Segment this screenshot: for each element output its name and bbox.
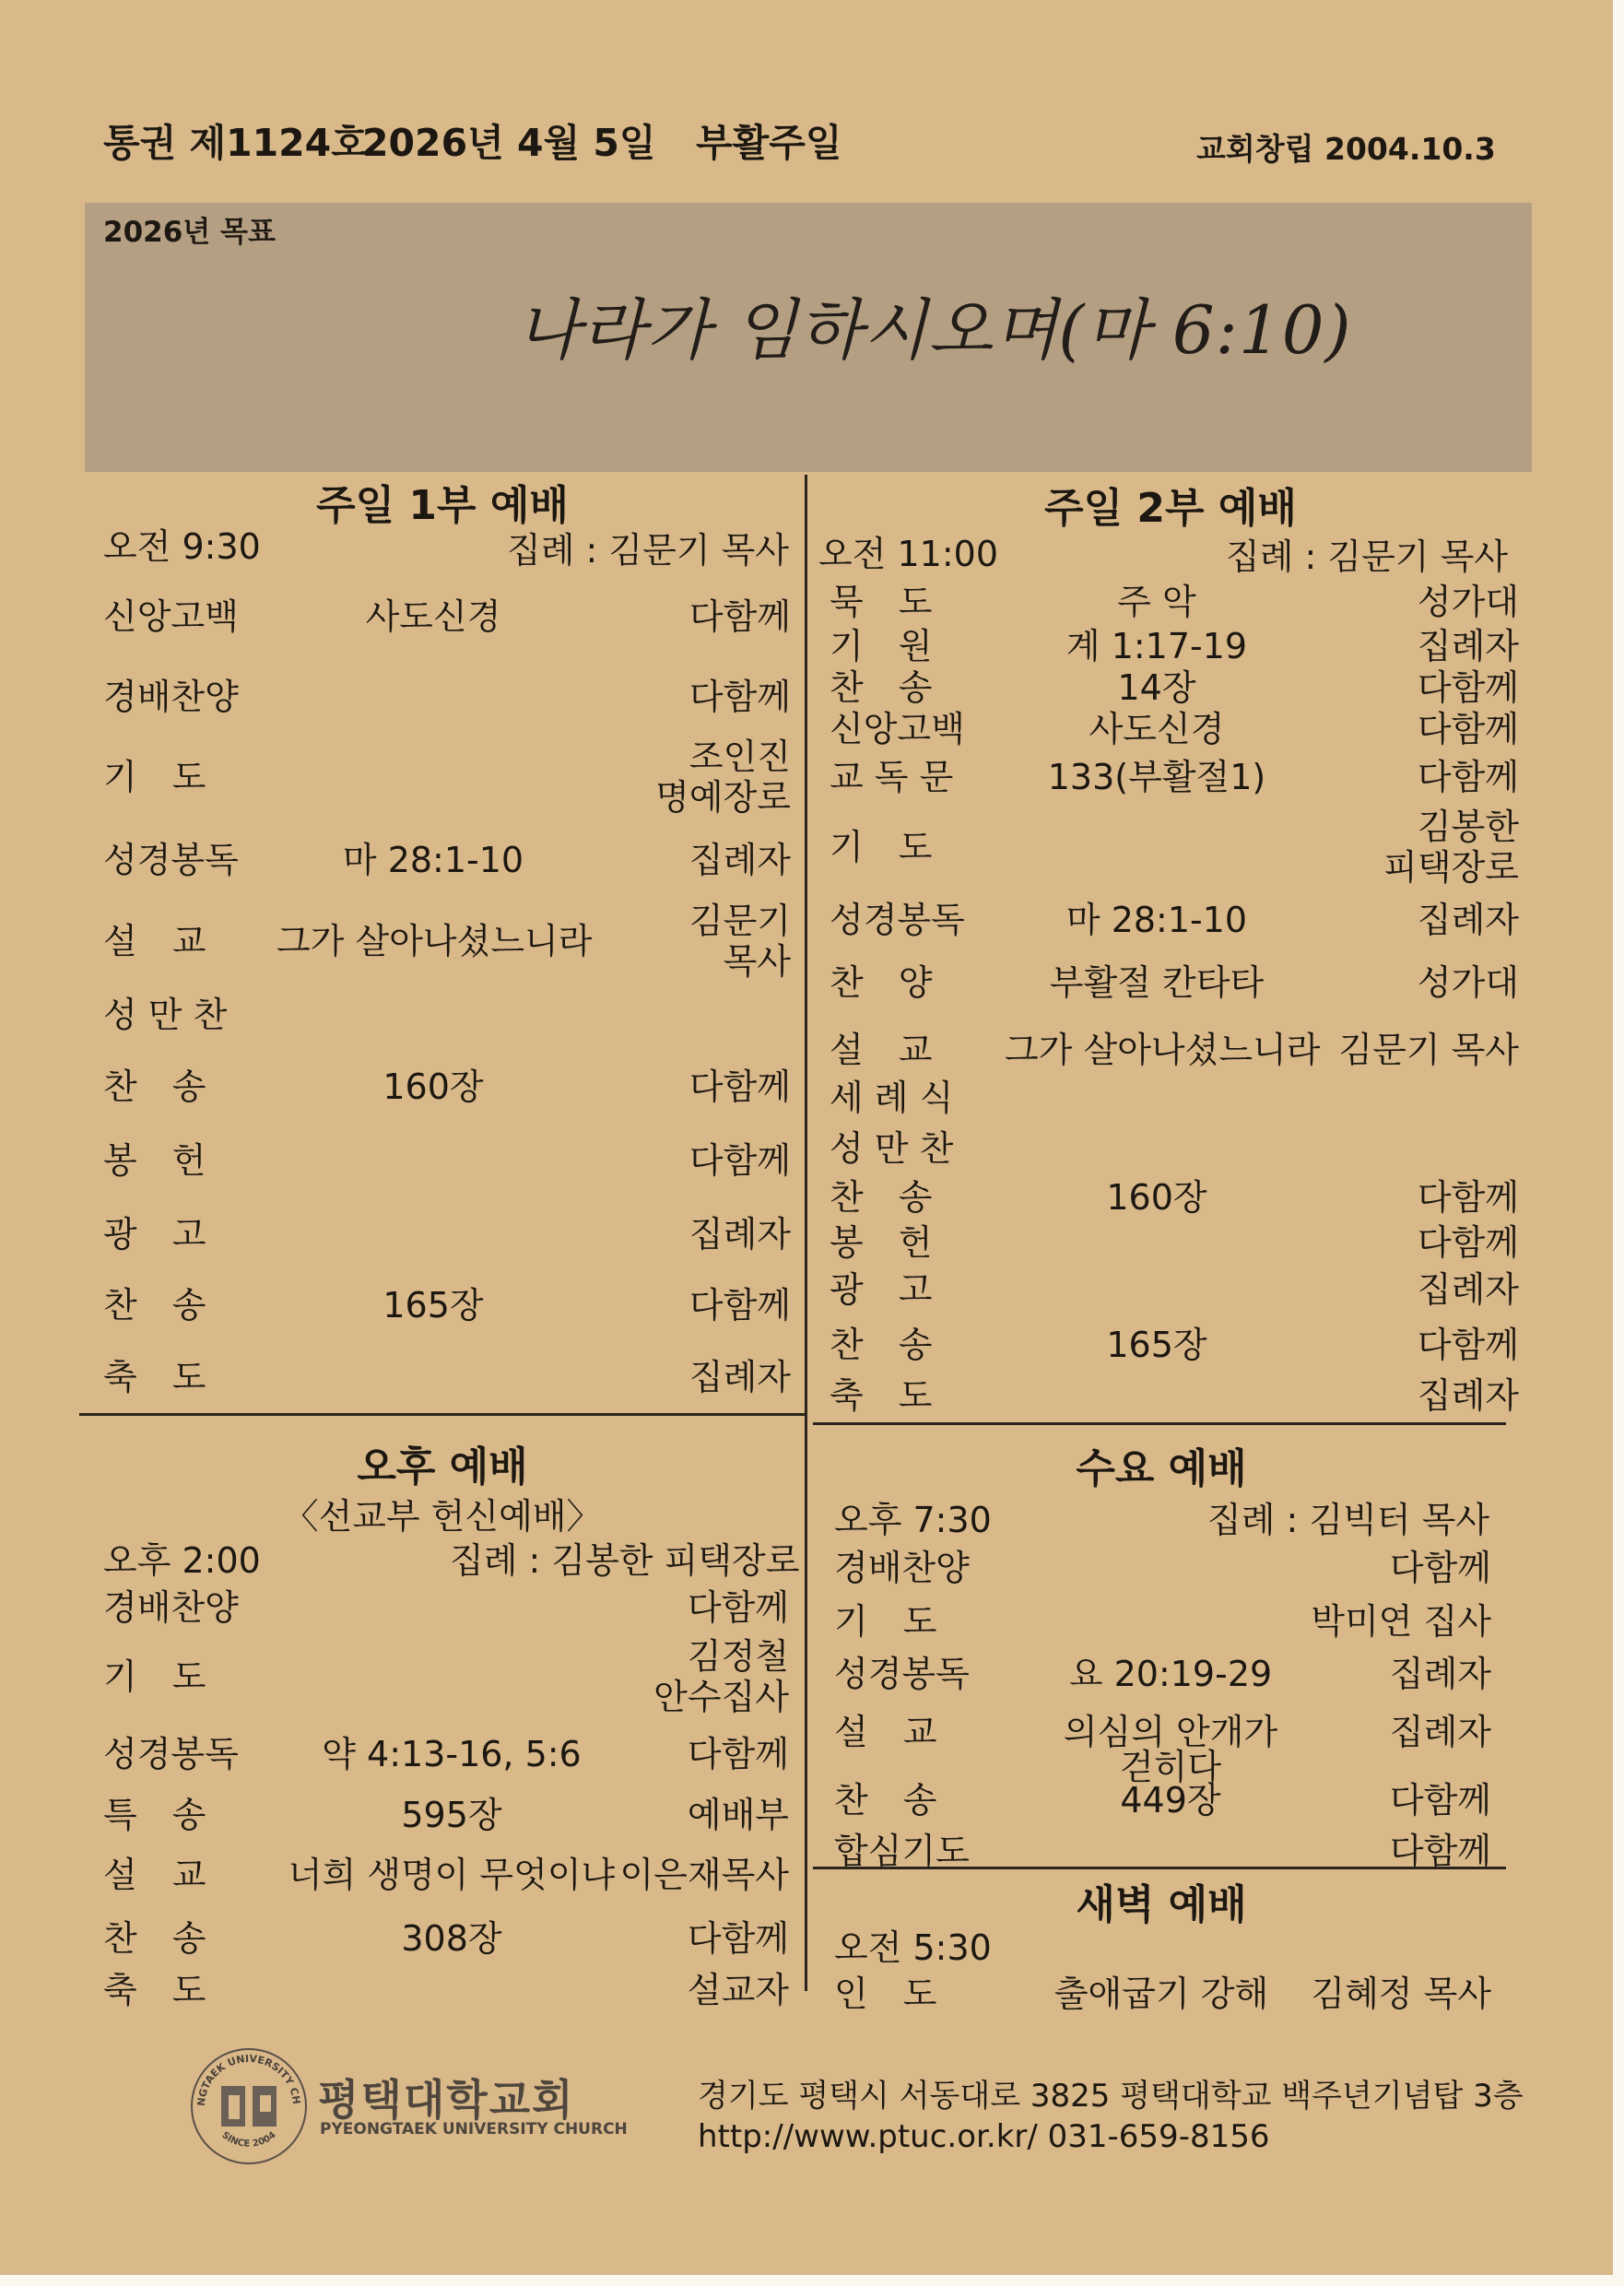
order-item-person: 다함께 [688, 596, 791, 637]
order-item-name: 세 례 식 [830, 1078, 954, 1118]
order-item-name: 축 도 [830, 1375, 933, 1416]
order-item-person: 집례자 [1417, 900, 1519, 940]
order-item-person: 김봉한 [1417, 807, 1519, 847]
order-item-name: 봉 헌 [830, 1222, 933, 1263]
order-item-person: 조인진 [688, 736, 791, 777]
order-item-name: 찬 송 [830, 1177, 933, 1218]
goal-text: 나라가 임하시오며(마 6:10) [516, 291, 1352, 369]
order-item-name: 찬 송 [830, 1325, 933, 1365]
order-item-content: 14장 [1117, 667, 1196, 708]
goal-label: 2026년 목표 [103, 216, 276, 249]
order-item-person: 성가대 [1417, 962, 1519, 1003]
order-item-person: 집례자 [1417, 1269, 1519, 1310]
order-item-name: 성경봉독 [103, 840, 239, 880]
afternoon-title: 오후 예배 [357, 1443, 528, 1491]
church-logo [184, 2042, 313, 2174]
order-item-name: 성경봉독 [830, 900, 965, 940]
order-item-name: 성 만 찬 [830, 1128, 954, 1169]
service2-title: 주일 2부 예배 [1044, 485, 1297, 532]
left-section-divider [79, 1413, 805, 1416]
order-item-name: 합심기도 [834, 1831, 970, 1871]
order-item-name: 인 도 [834, 1974, 937, 2014]
order-item-person: 다함께 [1417, 757, 1519, 797]
order-item-person-line2: 피택장로 [1383, 847, 1519, 888]
order-item-name: 신앙고백 [103, 596, 239, 637]
order-item-person: 다함께 [1389, 1548, 1491, 1588]
right-section-divider [813, 1422, 1506, 1425]
order-item-name: 찬 송 [103, 1285, 206, 1326]
order-item-person-line2: 명예장로 [655, 777, 791, 818]
order-item-content: 계 1:17-19 [1065, 626, 1248, 666]
seal-text: NGTAEK UNIVERSITY CH [194, 2052, 303, 2107]
order-item-person: 이은재목사 [619, 1855, 789, 1895]
service1-time: 오전 9:30 [103, 526, 261, 567]
order-item-person-line2: 안수집사 [653, 1677, 789, 1717]
seal-since: SINCE 2004 [219, 2129, 278, 2150]
order-item-content: 마 28:1-10 [1065, 900, 1248, 940]
order-item-name: 광 고 [830, 1269, 933, 1310]
order-item-content: 308장 [401, 1918, 502, 1959]
order-item-name: 축 도 [103, 1970, 206, 2010]
service1-title: 주일 1부 예배 [316, 482, 569, 529]
church-name-en: PYEONGTAEK UNIVERSITY CHURCH [320, 2120, 628, 2139]
order-item-person: 다함께 [1389, 1780, 1491, 1821]
order-item-person: 설교자 [687, 1970, 789, 2010]
order-item-content: 160장 [1106, 1177, 1207, 1218]
order-item-name: 기 도 [103, 1656, 206, 1697]
order-item-name: 찬 송 [103, 1066, 206, 1107]
order-item-content: 그가 살아나셨느니라 [277, 921, 593, 961]
wednesday-leader: 집례 : 김빅터 목사 [1207, 1500, 1489, 1540]
order-item-person: 다함께 [688, 677, 791, 717]
order-item-name: 경배찬양 [103, 677, 239, 717]
order-item-name: 성경봉독 [103, 1734, 239, 1774]
order-item-content: 출애굽기 강해 [1053, 1974, 1269, 2014]
occasion-title: 부활주일 [696, 121, 842, 165]
order-item-person: 다함께 [1417, 1325, 1519, 1365]
order-item-person: 다함께 [687, 1587, 789, 1628]
paper-edge-right [1613, 0, 1624, 2286]
order-item-content: 사도신경 [1089, 709, 1225, 749]
order-item-person: 예배부 [687, 1795, 789, 1835]
order-item-person: 집례자 [1389, 1712, 1491, 1752]
order-item-person: 다함께 [1417, 1222, 1519, 1263]
order-item-name: 성 만 찬 [103, 995, 228, 1035]
order-item-name: 봉 헌 [103, 1140, 206, 1181]
order-item-content: 133(부활절1) [1047, 757, 1266, 797]
order-item-person: 다함께 [1417, 1177, 1519, 1218]
order-item-name: 설 교 [103, 921, 206, 961]
svg-text:SINCE 2004 [219, 2130, 277, 2150]
order-item-person: 다함께 [687, 1918, 789, 1959]
order-item-content: 요 20:19-29 [1068, 1654, 1273, 1694]
order-item-content: 의심의 안개가 [1063, 1712, 1278, 1752]
order-item-person-line2: 목사 [723, 941, 791, 982]
order-item-content: 너희 생명이 무엇이냐 [288, 1855, 616, 1895]
paper-edge-bottom [0, 2275, 1624, 2286]
order-item-person: 다함께 [1389, 1831, 1491, 1871]
order-item-name: 광 고 [103, 1214, 206, 1255]
afternoon-leader: 집례 : 김봉한 피택장로 [450, 1540, 800, 1581]
column-divider [805, 475, 807, 1991]
order-item-person: 다함께 [688, 1140, 791, 1181]
church-address: 경기도 평택시 서동대로 3825 평택대학교 백주년기념탑 3층 [698, 2078, 1524, 2115]
order-item-person: 다함께 [688, 1285, 791, 1326]
order-item-person: 집례자 [688, 840, 791, 880]
dawn-time: 오전 5:30 [834, 1927, 992, 1968]
order-item-person: 다함께 [688, 1066, 791, 1107]
order-item-name: 경배찬양 [834, 1548, 970, 1588]
wednesday-time: 오후 7:30 [834, 1500, 992, 1540]
service2-leader: 집례 : 김문기 목사 [1226, 536, 1508, 577]
order-item-person: 집례자 [688, 1214, 791, 1255]
founded-date: 교회창립 2004.10.3 [1196, 131, 1496, 167]
order-item-content: 그가 살아나셨느니라 [1005, 1030, 1321, 1070]
order-item-name: 설 교 [834, 1712, 937, 1752]
order-item-name: 특 송 [103, 1795, 206, 1835]
church-name: 평택대학교회 [318, 2075, 575, 2125]
order-item-person: 다함께 [1417, 667, 1519, 708]
order-item-person: 성가대 [1417, 582, 1519, 622]
order-item-person: 집례자 [1389, 1654, 1491, 1694]
order-item-name: 축 도 [103, 1357, 206, 1397]
church-seal-icon [184, 2042, 313, 2171]
afternoon-subtitle: 〈선교부 헌신예배〉 [283, 1496, 602, 1537]
issue-number: 통권 제1124호 [103, 121, 368, 165]
service2-time: 오전 11:00 [818, 534, 999, 574]
order-item-content: 부활절 칸타타 [1049, 962, 1265, 1003]
order-item-name: 찬 송 [103, 1918, 206, 1959]
order-item-content: 160장 [382, 1066, 484, 1107]
order-item-content: 약 4:13-16, 5:6 [322, 1734, 582, 1774]
order-item-person: 박미연 집사 [1311, 1601, 1491, 1642]
order-item-name: 교 독 문 [830, 757, 954, 797]
order-item-name: 기 도 [103, 757, 206, 797]
order-item-person: 다함께 [687, 1734, 789, 1774]
dawn-title: 새벽 예배 [1076, 1881, 1247, 1928]
order-item-person: 김혜정 목사 [1311, 1974, 1491, 2014]
order-item-name: 찬 송 [830, 667, 933, 708]
order-item-content: 165장 [382, 1285, 484, 1326]
church-contact: http://www.ptuc.or.kr/ 031-659-8156 [698, 2118, 1270, 2155]
order-item-name: 묵 도 [830, 582, 933, 622]
order-item-content: 사도신경 [365, 596, 501, 637]
order-item-name: 찬 송 [834, 1780, 937, 1821]
service1-leader: 집례 : 김문기 목사 [507, 530, 789, 571]
order-item-person: 김정철 [687, 1636, 789, 1677]
order-item-person: 김문기 목사 [1338, 1030, 1519, 1070]
order-item-content: 주 악 [1117, 582, 1196, 622]
afternoon-time: 오후 2:00 [103, 1540, 261, 1581]
order-item-person: 집례자 [688, 1357, 791, 1397]
order-item-person: 집례자 [1417, 1375, 1519, 1416]
order-item-name: 설 교 [103, 1855, 206, 1895]
order-item-name: 기 도 [834, 1601, 937, 1642]
order-item-content: 595장 [401, 1795, 502, 1835]
order-item-name: 찬 양 [830, 962, 933, 1003]
order-item-name: 경배찬양 [103, 1587, 239, 1628]
order-item-content-line2: 걷히다 [1119, 1747, 1222, 1787]
order-item-content: 165장 [1106, 1325, 1207, 1365]
order-item-person: 다함께 [1417, 709, 1519, 749]
order-item-person: 김문기 [688, 901, 791, 941]
wednesday-title: 수요 예배 [1076, 1445, 1247, 1492]
order-item-name: 기 도 [830, 827, 933, 867]
order-item-name: 설 교 [830, 1030, 933, 1070]
order-item-name: 기 원 [830, 626, 933, 666]
bulletin-date: 2026년 4월 5일 [362, 121, 656, 165]
order-item-content: 마 28:1-10 [342, 840, 524, 880]
order-item-name: 성경봉독 [834, 1654, 970, 1694]
order-item-person: 집례자 [1417, 626, 1519, 666]
order-item-content: 449장 [1120, 1780, 1221, 1821]
order-item-name: 신앙고백 [830, 709, 965, 749]
